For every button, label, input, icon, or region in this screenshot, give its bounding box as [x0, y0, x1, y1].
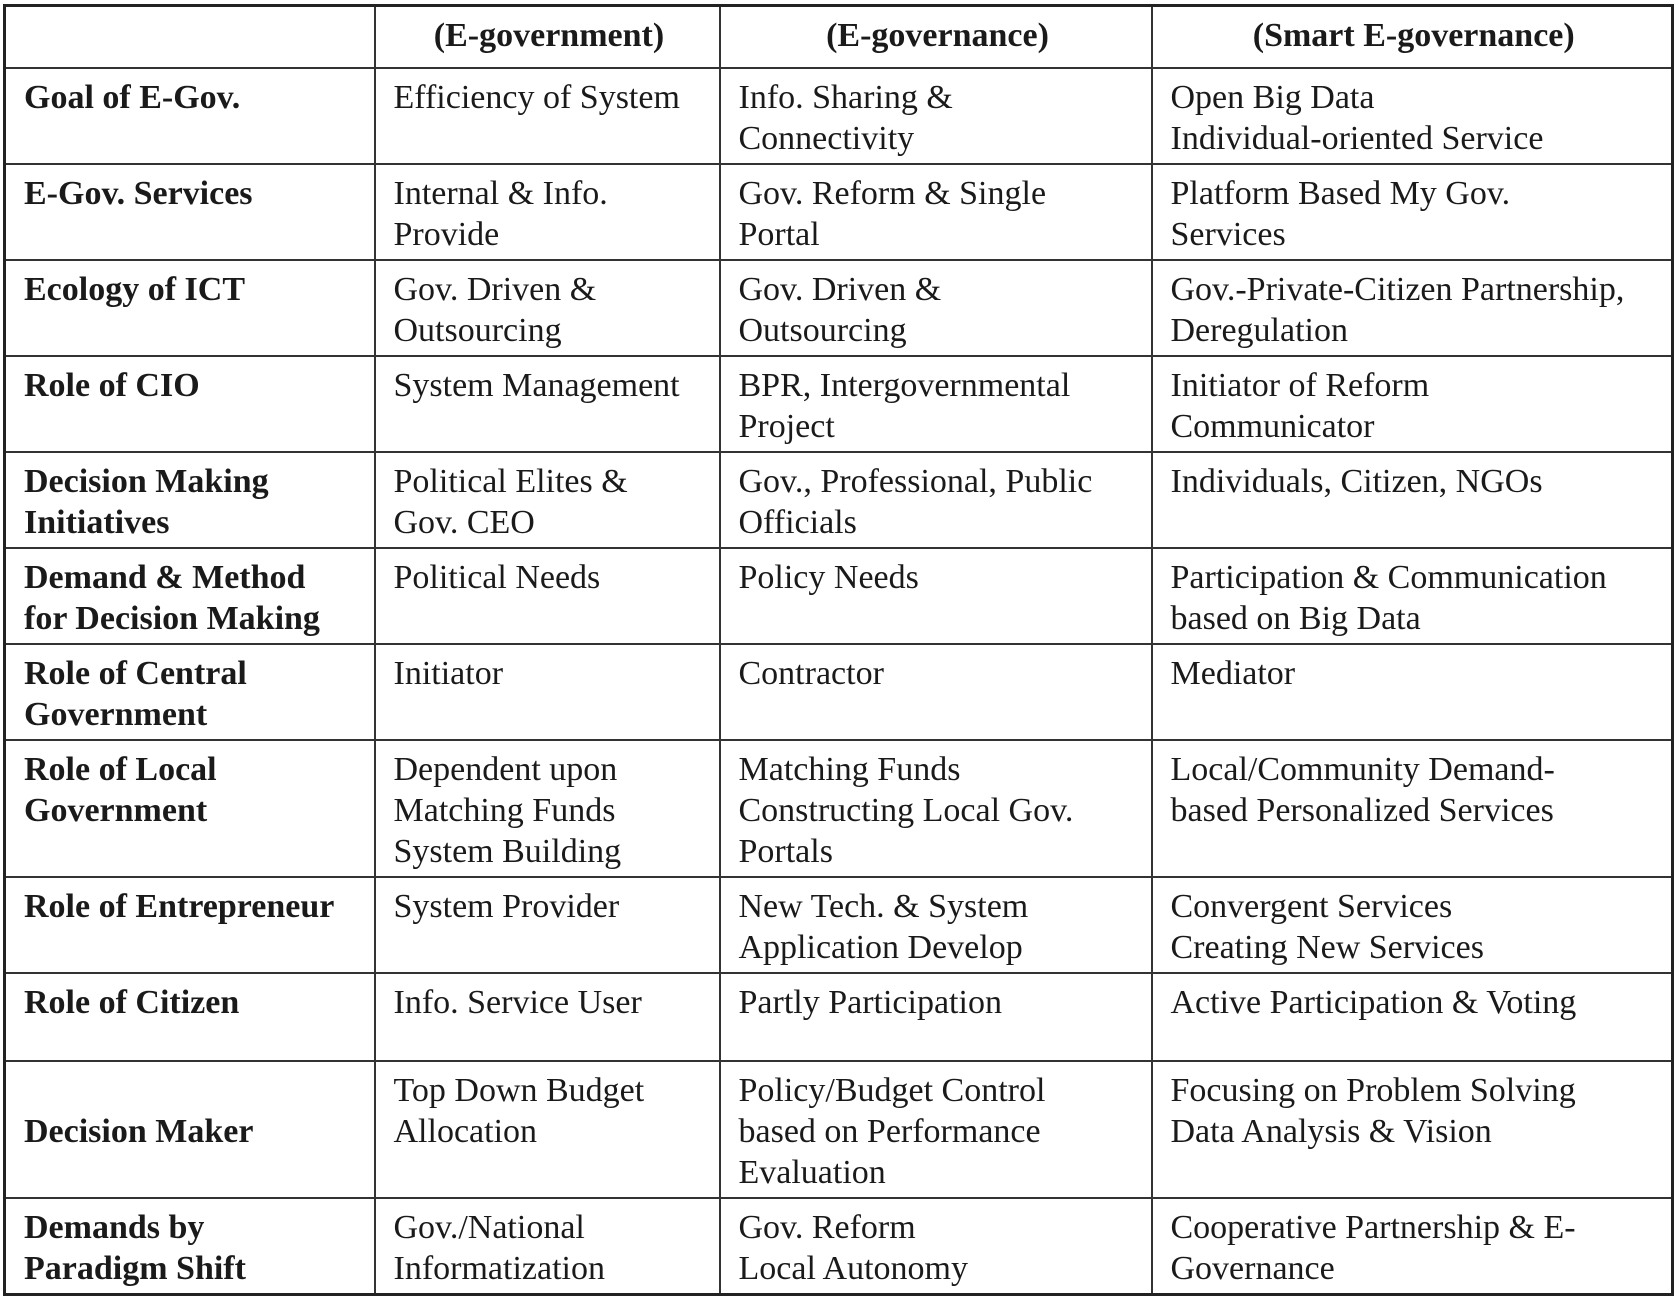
e-government-cell [375, 1061, 720, 1198]
row-label-line: Demand & Method [24, 558, 306, 596]
cell-line: Gov. Driven & [393, 270, 597, 308]
e-governance-cell [720, 68, 1152, 164]
cell-line: Portals [738, 832, 833, 870]
cell-line: Efficiency of System [393, 78, 680, 116]
smart-e-governance-cell [1152, 68, 1673, 164]
e-government-cell [375, 644, 720, 740]
cell-line: Governance [1170, 1249, 1335, 1287]
cell-line: Gov.-Private-Citizen Partnership, [1170, 270, 1625, 308]
row-label-line: Government [24, 791, 208, 829]
comparison-table [3, 4, 1674, 1296]
cell-line: Political Needs [393, 558, 601, 596]
header-smart-e-governance: (Smart E-governance) [1152, 6, 1673, 68]
table-body [5, 68, 1673, 1295]
smart-e-governance-cell [1152, 260, 1673, 356]
cell-line: Project [738, 407, 835, 445]
cell-line: Active Participation & Voting [1170, 983, 1577, 1021]
header-row [5, 6, 1673, 68]
e-governance-cell [720, 356, 1152, 452]
row-label-line: for Decision Making [24, 599, 320, 637]
row-label-line: E-Gov. Services [24, 174, 253, 212]
smart-e-governance-cell [1152, 164, 1673, 260]
e-governance-cell [720, 548, 1152, 644]
cell-line: Data Analysis & Vision [1170, 1112, 1492, 1150]
table-row [5, 973, 1673, 1061]
smart-e-governance-cell [1152, 1061, 1673, 1198]
cell-line: Individuals, Citizen, NGOs [1170, 462, 1543, 500]
cell-line: Focusing on Problem Solving [1170, 1071, 1576, 1109]
cell-line: System Management [393, 366, 680, 404]
cell-line: Gov. Reform [738, 1208, 916, 1246]
row-label-line: Role of Citizen [24, 983, 240, 1021]
row-label [5, 548, 375, 644]
row-label [5, 164, 375, 260]
table-row [5, 68, 1673, 164]
smart-e-governance-cell [1152, 1198, 1673, 1295]
header-e-government: (E-government) [375, 6, 720, 68]
e-government-cell [375, 877, 720, 973]
e-government-cell [375, 1198, 720, 1295]
table-row [5, 548, 1673, 644]
cell-line: Outsourcing [738, 311, 907, 349]
cell-line: Top Down Budget [393, 1071, 645, 1109]
cell-line: Constructing Local Gov. [738, 791, 1074, 829]
row-label [5, 973, 375, 1061]
comparison-table-container [3, 4, 1671, 1287]
cell-line: Participation & Communication [1170, 558, 1607, 596]
e-governance-cell [720, 1061, 1152, 1198]
table-row [5, 644, 1673, 740]
smart-e-governance-cell [1152, 356, 1673, 452]
smart-e-governance-cell [1152, 548, 1673, 644]
e-government-cell [375, 164, 720, 260]
row-label-line: Ecology of ICT [24, 270, 245, 308]
e-government-cell [375, 740, 720, 877]
cell-line: Allocation [393, 1112, 538, 1150]
smart-e-governance-cell [1152, 644, 1673, 740]
cell-line: Gov./National [393, 1208, 585, 1246]
cell-line: Initiator of Reform [1170, 366, 1430, 404]
e-government-cell [375, 260, 720, 356]
cell-line: Dependent upon [393, 750, 618, 788]
row-label-line: Role of Local [24, 750, 217, 788]
cell-line: Contractor [738, 654, 884, 692]
row-label [5, 452, 375, 548]
row-label [5, 1061, 375, 1198]
row-label-line: Role of Entrepreneur [24, 887, 335, 925]
table-row [5, 1061, 1673, 1198]
row-label-line: Goal of E-Gov. [24, 78, 241, 116]
row-label [5, 260, 375, 356]
cell-line: Initiator [393, 654, 504, 692]
table-row [5, 356, 1673, 452]
cell-line: Officials [738, 503, 857, 541]
cell-line: based on Big Data [1170, 599, 1421, 637]
smart-e-governance-cell [1152, 452, 1673, 548]
e-governance-cell [720, 1198, 1152, 1295]
row-label [5, 644, 375, 740]
cell-line: Informatization [393, 1249, 605, 1287]
cell-line: Services [1170, 215, 1286, 253]
row-label-line: Government [24, 695, 208, 733]
cell-line: Outsourcing [393, 311, 562, 349]
row-label-line: Initiatives [24, 503, 170, 541]
cell-line: Political Elites & [393, 462, 628, 500]
row-label-line: Decision Maker [24, 1112, 254, 1150]
e-government-cell [375, 68, 720, 164]
cell-line: Matching Funds [738, 750, 961, 788]
cell-line: Convergent Services [1170, 887, 1453, 925]
table-row [5, 164, 1673, 260]
cell-line: Gov. Driven & [738, 270, 942, 308]
smart-e-governance-cell [1152, 973, 1673, 1061]
e-government-cell [375, 973, 720, 1061]
row-label-line: Role of CIO [24, 366, 200, 404]
cell-line: Policy/Budget Control [738, 1071, 1046, 1109]
row-label [5, 68, 375, 164]
cell-line: Cooperative Partnership & E- [1170, 1208, 1576, 1246]
header-blank [5, 6, 375, 68]
e-government-cell [375, 452, 720, 548]
cell-line: Individual-oriented Service [1170, 119, 1544, 157]
cell-line: Policy Needs [738, 558, 919, 596]
e-governance-cell [720, 973, 1152, 1061]
cell-line: Portal [738, 215, 820, 253]
cell-line: Gov. CEO [393, 503, 535, 541]
table-row [5, 740, 1673, 877]
smart-e-governance-cell [1152, 740, 1673, 877]
cell-line: Gov., Professional, Public [738, 462, 1093, 500]
cell-line: Evaluation [738, 1153, 886, 1191]
cell-line: New Tech. & System [738, 887, 1029, 925]
e-governance-cell [720, 260, 1152, 356]
cell-line: Internal & Info. [393, 174, 608, 212]
cell-line: Deregulation [1170, 311, 1348, 349]
row-label [5, 356, 375, 452]
e-government-cell [375, 356, 720, 452]
e-governance-cell [720, 740, 1152, 877]
e-governance-cell [720, 164, 1152, 260]
cell-line: Mediator [1170, 654, 1296, 692]
e-governance-cell [720, 452, 1152, 548]
cell-line: Gov. Reform & Single [738, 174, 1047, 212]
row-label [5, 740, 375, 877]
cell-line: BPR, Intergovernmental [738, 366, 1071, 404]
row-label [5, 1198, 375, 1295]
cell-line: Platform Based My Gov. [1170, 174, 1511, 212]
cell-line: System Provider [393, 887, 620, 925]
smart-e-governance-cell [1152, 877, 1673, 973]
cell-line: System Building [393, 832, 622, 870]
table-row [5, 260, 1673, 356]
cell-line: Info. Service User [393, 983, 642, 1021]
cell-line: Partly Participation [738, 983, 1002, 1021]
e-governance-cell [720, 644, 1152, 740]
header-e-governance: (E-governance) [720, 6, 1152, 68]
cell-line: Local/Community Demand- [1170, 750, 1555, 788]
row-label [5, 877, 375, 973]
cell-line: Application Develop [738, 928, 1023, 966]
cell-line: Connectivity [738, 119, 915, 157]
row-label-line: Demands by [24, 1208, 205, 1246]
row-label-line: Decision Making [24, 462, 269, 500]
e-governance-cell [720, 877, 1152, 973]
cell-line: Creating New Services [1170, 928, 1484, 966]
cell-line: based Personalized Services [1170, 791, 1554, 829]
table-row [5, 877, 1673, 973]
row-label-line: Role of Central [24, 654, 247, 692]
cell-line: Info. Sharing & [738, 78, 953, 116]
cell-line: Communicator [1170, 407, 1375, 445]
e-government-cell [375, 548, 720, 644]
cell-line: Provide [393, 215, 500, 253]
table-row [5, 452, 1673, 548]
table-row [5, 1198, 1673, 1295]
cell-line: Open Big Data [1170, 78, 1375, 116]
row-label-line: Paradigm Shift [24, 1249, 246, 1287]
cell-line: based on Performance [738, 1112, 1041, 1150]
cell-line: Matching Funds [393, 791, 616, 829]
cell-line: Local Autonomy [738, 1249, 968, 1287]
